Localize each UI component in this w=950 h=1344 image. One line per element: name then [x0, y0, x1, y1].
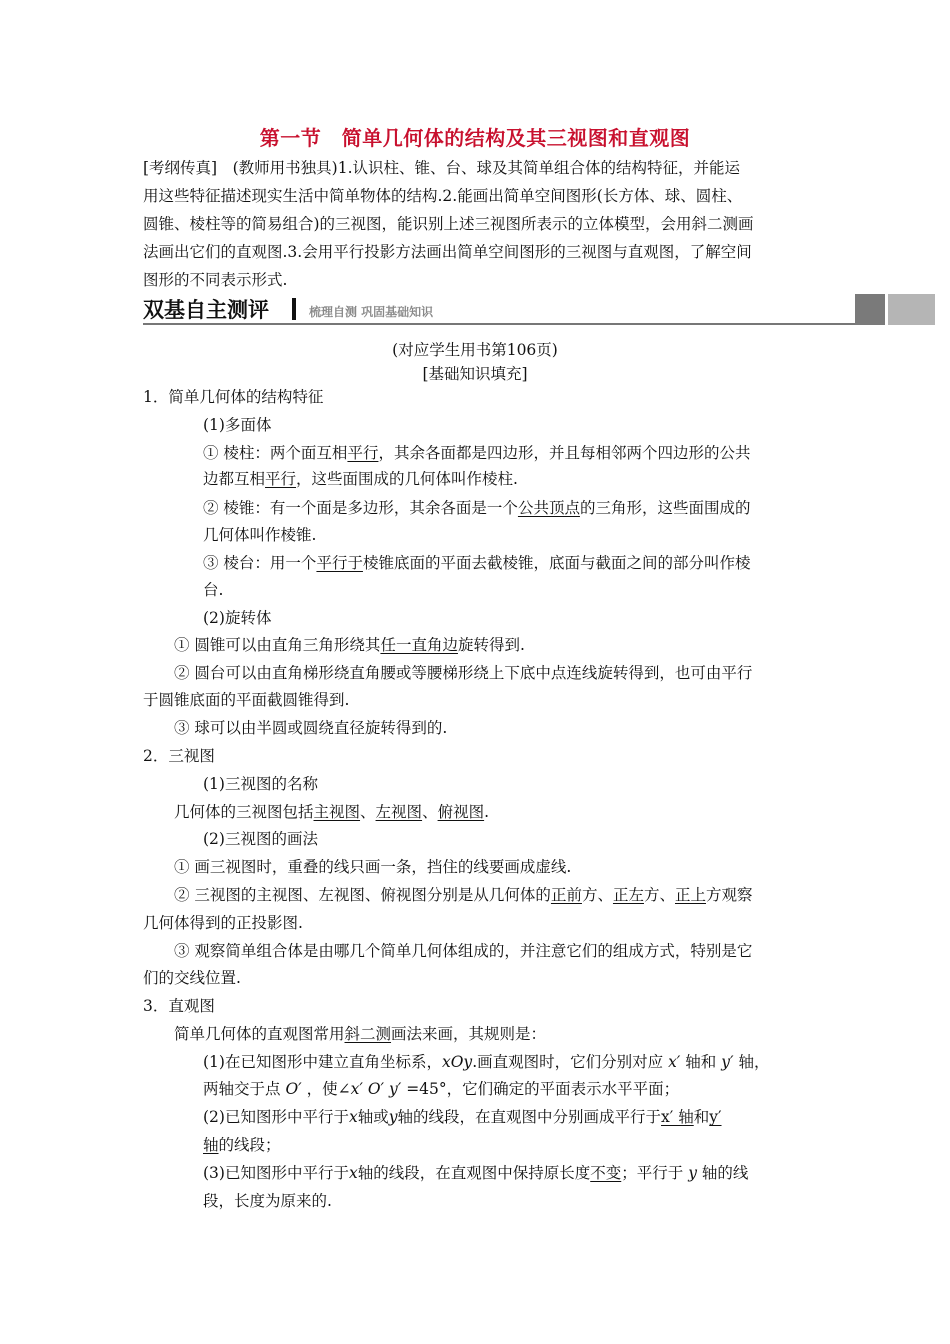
text: 两轴交于点 [203, 1080, 281, 1098]
math: y′ [721, 1053, 734, 1071]
text: 方、 [643, 886, 675, 904]
blank-answer: 斜二测 [344, 1025, 392, 1043]
text: 和 [693, 1108, 710, 1126]
s3-intro [174, 1022, 546, 1044]
section-banner [143, 294, 935, 326]
banner-subtitle: 梳理自测 巩固基础知识 [309, 305, 434, 319]
s2-rule2-line2: 几何体得到的正投影图. [143, 914, 303, 932]
blank-answer: y′ [709, 1108, 722, 1126]
text: 轴， [738, 1053, 770, 1071]
text: ；平行于 [621, 1164, 684, 1182]
s1-pyramid-line1 [203, 496, 750, 518]
text: (1)在已知图形中建立直角坐标系， [203, 1053, 442, 1071]
s3-rule3-line1 [203, 1161, 748, 1183]
math: x′ O′ y′ [350, 1080, 402, 1098]
text: 边都互相 [203, 470, 266, 488]
s2-sub1: (1)三视图的名称 [203, 775, 318, 793]
text: 的三角形，这些面围成的 [579, 499, 751, 517]
section-2-heading: 2．三视图 [143, 747, 215, 765]
text: 、 [422, 803, 438, 821]
text: (3)已知图形中平行于 [203, 1164, 349, 1182]
s1-prism-line1 [203, 441, 750, 463]
s2-rule3-line2: 们的交线位置. [143, 969, 241, 987]
text: 轴的线段，在直观图中分别画成平行于 [397, 1108, 662, 1126]
s1-frustum-rot-line1: ② 圆台可以由直角梯形绕直角腰或等腰梯形绕上下底中点连线旋转得到，也可由平行 [174, 664, 753, 682]
intro-text-3: 圆锥、棱柱等的简易组合)的三视图，能识别上述三视图所表示的立体模型，会用斜二测画 [143, 215, 754, 233]
blank-answer: x′ 轴 [661, 1108, 694, 1126]
math: xOy [441, 1053, 473, 1071]
text: 的线段； [218, 1136, 281, 1154]
text: 轴的线段，在直观图中保持原长度 [357, 1164, 591, 1182]
text: 轴和 [685, 1053, 717, 1071]
text: 方、 [581, 886, 613, 904]
text: ，使∠ [306, 1080, 351, 1098]
page-title: 第一节 简单几何体的结构及其三视图和直观图 [259, 126, 691, 150]
text: 旋转得到. [457, 636, 525, 654]
blank-answer: 轴 [203, 1136, 219, 1154]
s1-sphere: ③ 球可以由半圆或圆绕直径旋转得到的. [174, 719, 448, 737]
s2-sub2: (2)三视图的画法 [203, 830, 318, 848]
s3-rule1-line2 [203, 1077, 679, 1099]
banner-divider [292, 298, 296, 320]
s3-rule2-line1 [203, 1105, 722, 1127]
blank-answer: 俯视图 [437, 803, 485, 821]
s3-rule3-line2: 段，长度为原来的. [203, 1192, 332, 1210]
blank-answer: 平行 [347, 444, 379, 462]
blank-answer: 左视图 [375, 803, 423, 821]
text: 、 [360, 803, 376, 821]
text: 方观察 [706, 886, 753, 904]
math: O′ [285, 1080, 302, 1098]
intro-text-2: 用这些特征描述现实生活中简单物体的结构.2.能画出简单空间图形(长方体、球、圆柱、 [143, 187, 743, 205]
s1-prism-line2 [203, 467, 518, 489]
blank-answer: 平行于 [316, 554, 363, 572]
s2-rule1: ① 画三视图时，重叠的线只画一条，挡住的线要画成虚线. [174, 858, 572, 876]
banner-block-dark [855, 294, 885, 325]
s3-rule1-line1 [203, 1050, 769, 1072]
text: 简单几何体的直观图常用 [174, 1025, 345, 1043]
text: 轴的线 [701, 1164, 749, 1182]
text: ② 棱锥：有一个面是多边形，其余各面是一个 [203, 499, 518, 517]
s3-rule2-line2 [203, 1133, 281, 1155]
s1-frustum-line1 [203, 551, 750, 573]
blank-answer: 平行 [265, 470, 297, 488]
blank-answer: 主视图 [313, 803, 361, 821]
s2-rule2-line1 [174, 883, 753, 905]
text: ① 棱柱：两个面互相 [203, 444, 348, 462]
s1-sub1: (1)多面体 [203, 416, 272, 434]
syllabus-intro [143, 154, 811, 294]
s1-pyramid-line2: 几何体叫作棱锥. [203, 526, 317, 544]
blank-answer: 正前 [550, 886, 582, 904]
s1-frustum-line2: 台. [203, 581, 224, 599]
text: ③ 棱台：用一个 [203, 554, 317, 572]
math: y [688, 1164, 697, 1182]
section-3-heading: 3．直观图 [143, 997, 215, 1015]
s1-sub2: (2)旋转体 [203, 609, 272, 627]
text: 画法来画，其规则是： [391, 1025, 547, 1043]
blank-answer: 正上 [675, 886, 707, 904]
text: . [484, 803, 490, 821]
text: ，这些面围成的几何体叫作棱柱. [296, 470, 518, 488]
banner-block-light [888, 294, 935, 325]
blank-answer: 不变 [590, 1164, 622, 1182]
text: =45°，它们确定的平面表示水平平面； [406, 1080, 680, 1098]
s2-names [174, 800, 489, 822]
math: x′ [668, 1053, 681, 1071]
s1-cone [174, 633, 525, 655]
blank-answer: 正左 [612, 886, 644, 904]
text: .画直观图时，它们分别对应 [472, 1053, 664, 1071]
s1-frustum-rot-line2: 于圆锥底面的平面截圆锥得到. [143, 691, 350, 709]
intro-text-1: (教师用书独具)1.认识柱、锥、台、球及其简单组合体的结构特征，并能运 [217, 159, 740, 177]
text: 几何体的三视图包括 [174, 803, 314, 821]
blank-answer: 任一直角边 [380, 636, 458, 654]
text: ① 圆锥可以由直角三角形绕其 [174, 636, 381, 654]
banner-rule [143, 323, 855, 325]
banner-title: 双基自主测评 [143, 298, 269, 322]
intro-text-5: 图形的不同表示形式. [143, 271, 288, 289]
math: x [348, 1108, 358, 1126]
text: ② 三视图的主视图、左视图、俯视图分别是从几何体的 [174, 886, 551, 904]
syllabus-tag: [考纲传真] [143, 159, 218, 177]
text: ，其余各面都是四边形，并且每相邻两个四边形的公共 [378, 444, 751, 462]
section-1-heading: 1．简单几何体的结构特征 [143, 388, 324, 406]
s2-rule3-line1: ③ 观察简单组合体是由哪几个简单几何体组成的，并注意它们的组成方式，特别是它 [174, 942, 753, 960]
math: x [348, 1164, 358, 1182]
text: (2)已知图形中平行于 [203, 1108, 349, 1126]
fill-heading: [基础知识填充] [422, 365, 528, 383]
math: y [388, 1108, 398, 1126]
text: 轴或 [357, 1108, 389, 1126]
page-reference: (对应学生用书第106页) [392, 341, 558, 359]
blank-answer: 公共顶点 [517, 499, 580, 517]
intro-text-4: 法画出它们的直观图.3.会用平行投影方法画出简单空间图形的三视图与直观图，了解空间 [143, 243, 752, 261]
text: 棱锥底面的平面去截棱锥，底面与截面之间的部分叫作棱 [362, 554, 751, 572]
